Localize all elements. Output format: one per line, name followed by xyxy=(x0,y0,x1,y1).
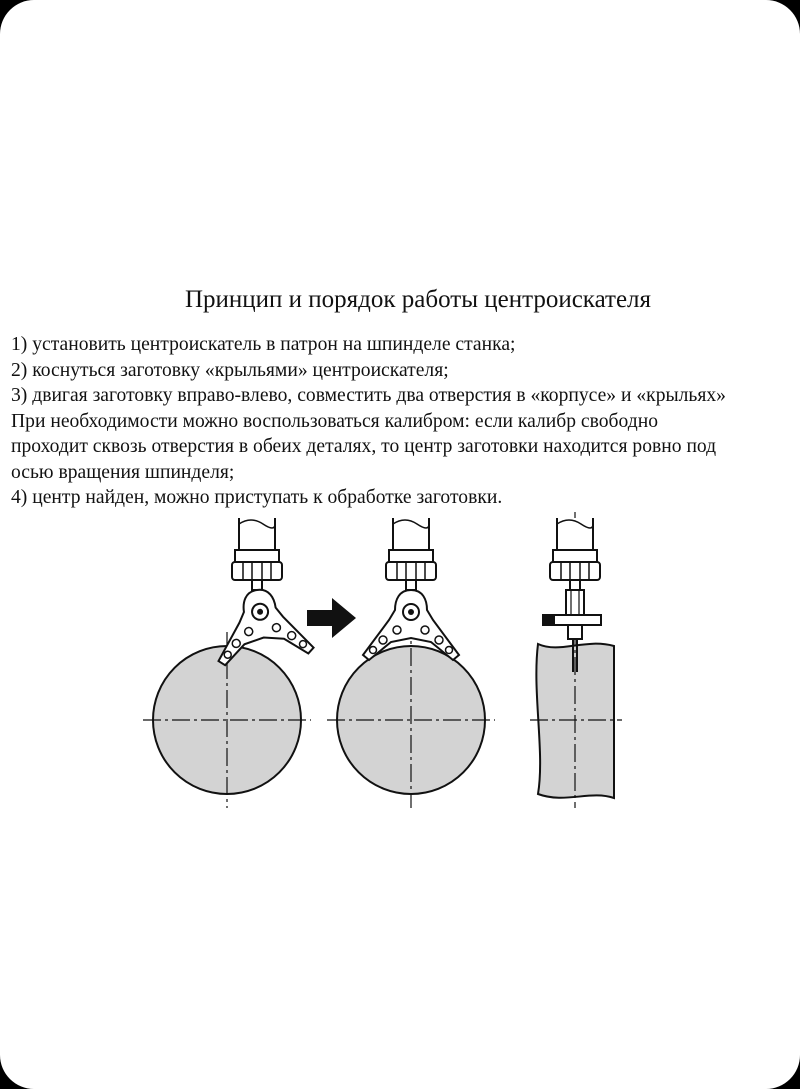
instruction-line-4: При необходимости можно воспользоваться калибром: если калибр свободно xyxy=(11,410,658,432)
step-gauge-panel xyxy=(530,512,622,808)
instruction-line-2: 2) коснуться заготовку «крыльями» центроискателя; xyxy=(11,359,449,381)
arrow-right-icon xyxy=(307,598,356,638)
instruction-line-3: 3) двигая заготовку вправо-влево, совместить два отверстия в «корпусе» и «крыльях» xyxy=(11,385,726,406)
step-touch-panel xyxy=(143,518,314,808)
document-title: Принцип и порядок работы центроискателя xyxy=(184,286,652,313)
instruction-line-1: 1) установить центроискатель в патрон на шпинделе станка; xyxy=(11,334,516,355)
instruction-line-6: осью вращения шпинделя; xyxy=(11,461,235,483)
instruction-line-7: 4) центр найден, можно приступать к обработке заготовки. xyxy=(11,487,503,508)
instruction-line-5: проходит сквозь отверстия в обеих деталях, то центр заготовки находится ровно под xyxy=(11,436,717,457)
instructions-text xyxy=(11,332,800,511)
center-finder-illustration xyxy=(0,512,800,812)
step-align-panel xyxy=(327,518,495,808)
